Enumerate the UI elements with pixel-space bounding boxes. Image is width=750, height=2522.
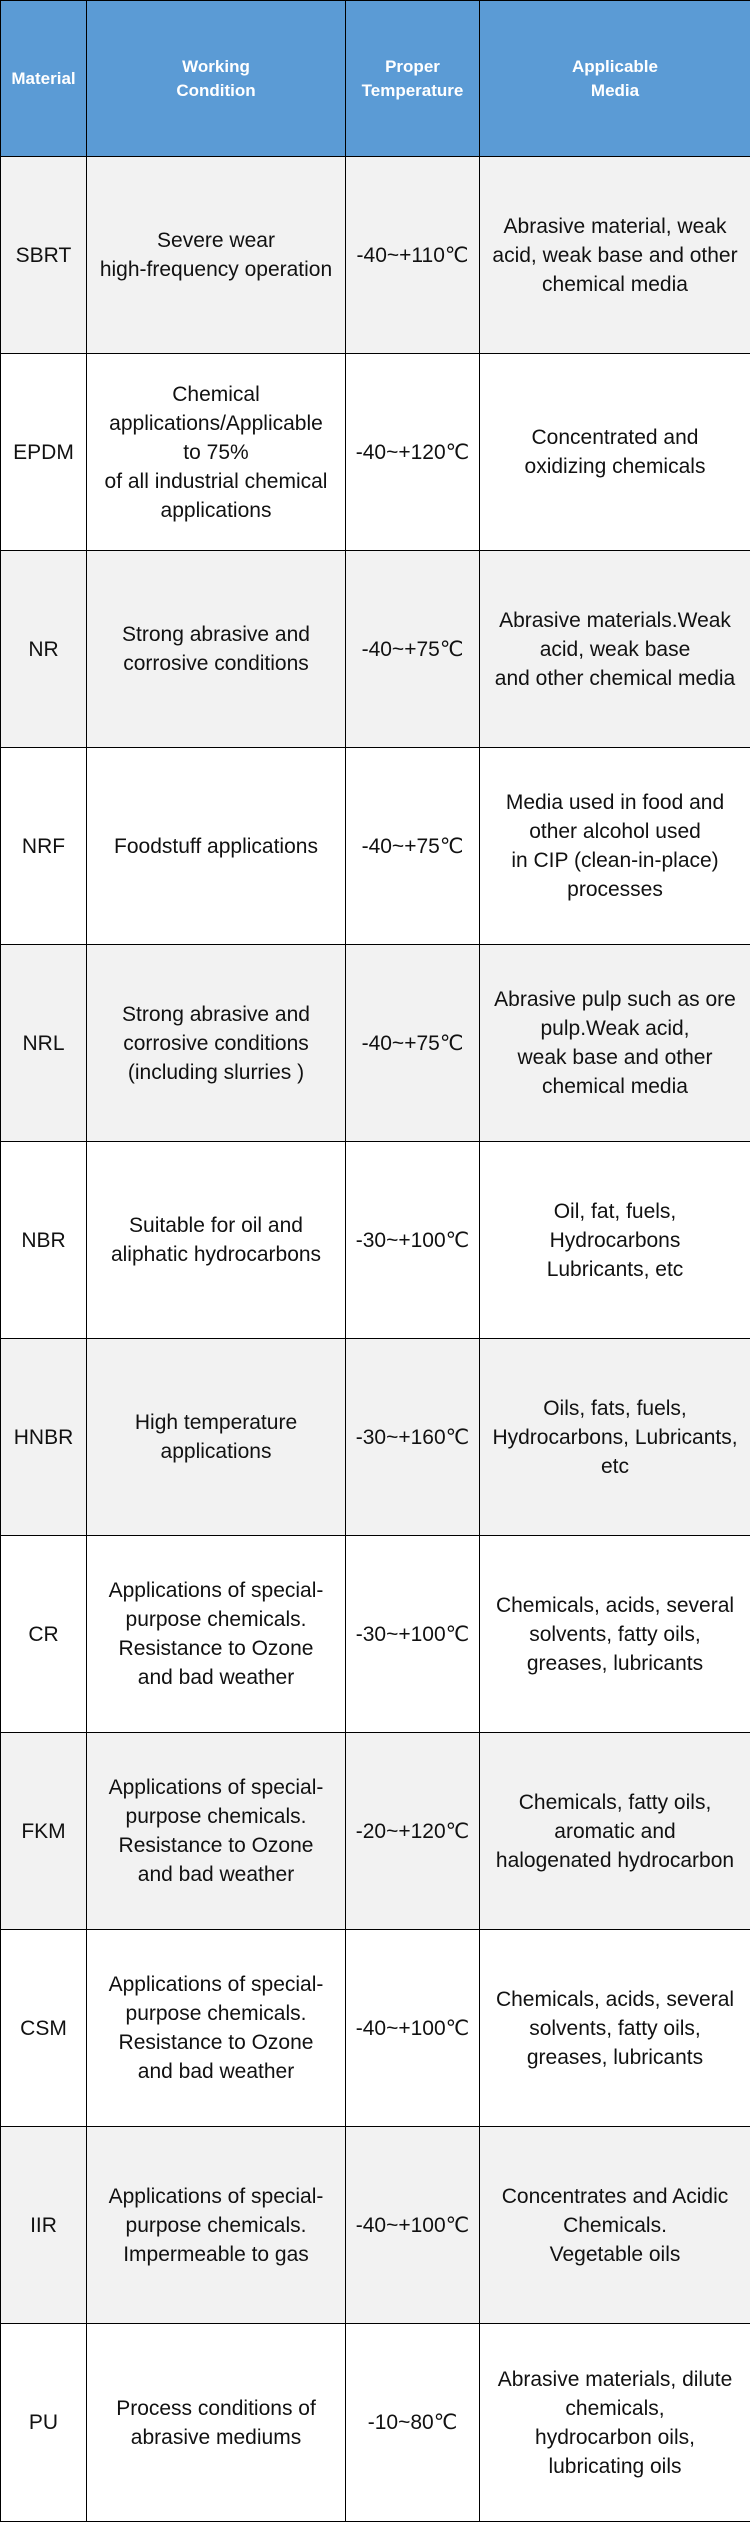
condition-cell: Foodstuff applications [87,748,346,945]
temperature-cell: -10~80℃ [346,2324,480,2522]
material-cell: NRL [1,945,87,1142]
media-cell: Chemicals, fatty oils, aromatic and halogenated hydrocarbon [480,1733,750,1930]
condition-cell: Severe wear high-frequency operation [87,157,346,354]
temperature-cell: -40~+100℃ [346,2127,480,2324]
table-row [1,748,750,945]
header-row [1,1,750,157]
media-cell: Abrasive materials, dilute chemicals, hydrocarbon oils, lubricating oils [480,2324,750,2522]
temperature-cell: -30~+100℃ [346,1142,480,1339]
table-row [1,945,750,1142]
header-material: Material [1,1,87,157]
table-body [1,157,750,2522]
condition-cell: High temperature applications [87,1339,346,1536]
material-cell: EPDM [1,354,87,551]
material-cell: CSM [1,1930,87,2127]
condition-cell: Applications of special- purpose chemicals. Resistance to Ozone and bad weather [87,1930,346,2127]
condition-cell: Strong abrasive and corrosive conditions [87,551,346,748]
condition-cell: Applications of special- purpose chemicals. Resistance to Ozone and bad weather [87,1733,346,1930]
condition-cell: Process conditions of abrasive mediums [87,2324,346,2522]
condition-cell: Applications of special- purpose chemicals. Resistance to Ozone and bad weather [87,1536,346,1733]
table-row [1,1536,750,1733]
table-row [1,354,750,551]
material-cell: FKM [1,1733,87,1930]
table-row [1,1930,750,2127]
temperature-cell: -20~+120℃ [346,1733,480,1930]
table-header [1,1,750,157]
temperature-cell: -40~+110℃ [346,157,480,354]
header-working-condition: Working Condition [87,1,346,157]
table-row [1,1142,750,1339]
media-cell: Abrasive materials.Weak acid, weak base and other chemical media [480,551,750,748]
material-cell: IIR [1,2127,87,2324]
table-row [1,1733,750,1930]
table-row [1,2127,750,2324]
temperature-cell: -40~+75℃ [346,748,480,945]
media-cell: Chemicals, acids, several solvents, fatty oils, greases, lubricants [480,1930,750,2127]
media-cell: Abrasive pulp such as ore pulp.Weak acid, weak base and other chemical media [480,945,750,1142]
material-cell: CR [1,1536,87,1733]
table-row [1,1339,750,1536]
material-cell: HNBR [1,1339,87,1536]
table-row [1,551,750,748]
media-cell: Concentrated and oxidizing chemicals [480,354,750,551]
media-cell: Oil, fat, fuels, Hydrocarbons Lubricants, etc [480,1142,750,1339]
material-cell: NBR [1,1142,87,1339]
temperature-cell: -40~+100℃ [346,1930,480,2127]
media-cell: Abrasive material, weak acid, weak base and other chemical media [480,157,750,354]
condition-cell: Suitable for oil and aliphatic hydrocarbons [87,1142,346,1339]
temperature-cell: -40~+75℃ [346,551,480,748]
temperature-cell: -30~+160℃ [346,1339,480,1536]
material-cell: PU [1,2324,87,2522]
media-cell: Chemicals, acids, several solvents, fatty oils, greases, lubricants [480,1536,750,1733]
media-cell: Oils, fats, fuels, Hydrocarbons, Lubricants, etc [480,1339,750,1536]
material-cell: NR [1,551,87,748]
table-row [1,157,750,354]
material-cell: NRF [1,748,87,945]
condition-cell: Chemical applications/Applicable to 75% of all industrial chemical applications [87,354,346,551]
material-cell: SBRT [1,157,87,354]
header-proper-temperature: Proper Temperature [346,1,480,157]
table-row [1,2324,750,2522]
temperature-cell: -30~+100℃ [346,1536,480,1733]
condition-cell: Strong abrasive and corrosive conditions (including slurries ) [87,945,346,1142]
temperature-cell: -40~+120℃ [346,354,480,551]
media-cell: Media used in food and other alcohol used in CIP (clean-in-place) processes [480,748,750,945]
header-applicable-media: Applicable Media [480,1,750,157]
media-cell: Concentrates and Acidic Chemicals. Vegetable oils [480,2127,750,2324]
condition-cell: Applications of special- purpose chemicals. Impermeable to gas [87,2127,346,2324]
temperature-cell: -40~+75℃ [346,945,480,1142]
